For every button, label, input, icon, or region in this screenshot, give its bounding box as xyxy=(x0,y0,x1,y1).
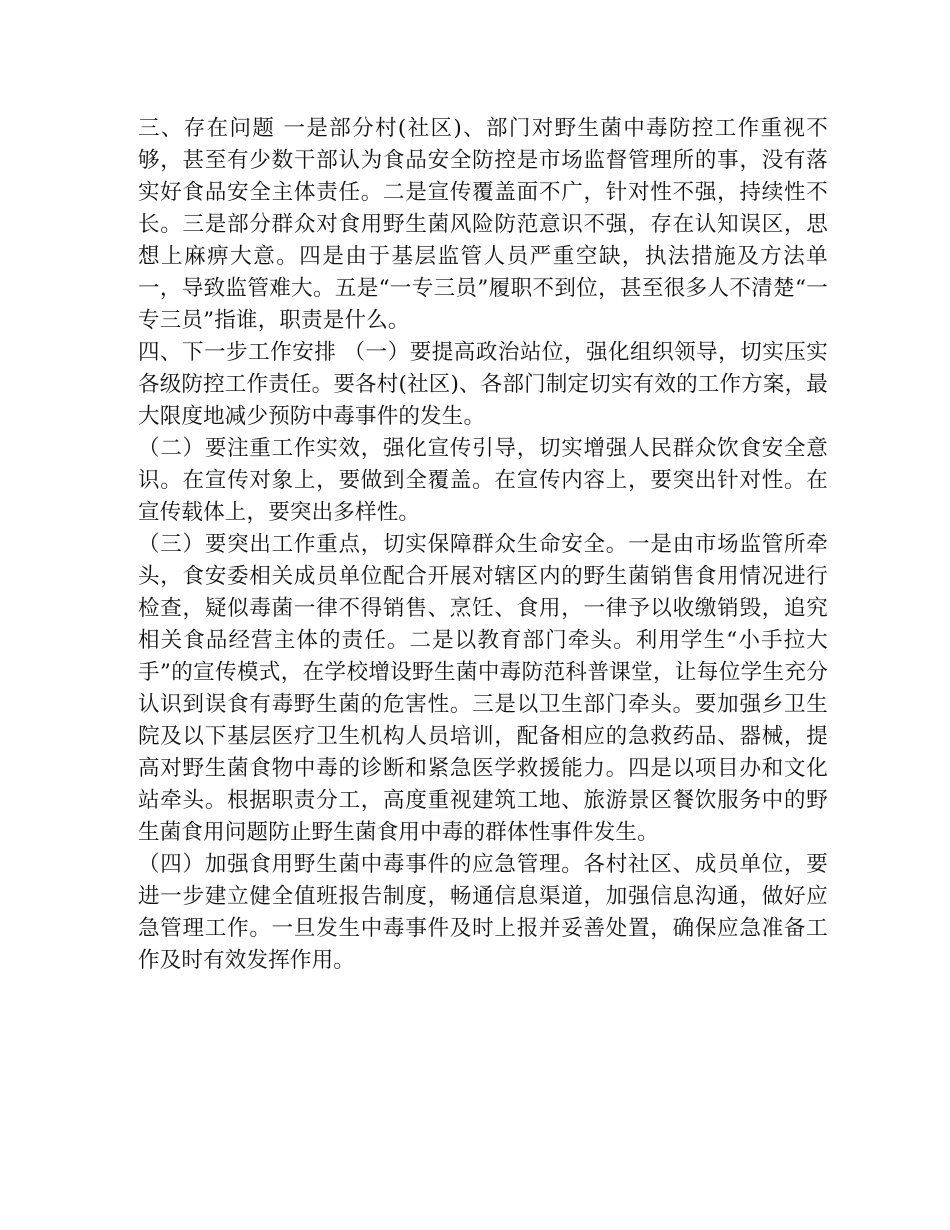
section-four-next-steps: 四、下一步工作安排 （一）要提高政治站位，强化组织领导，切实压实各级防控工作责任。要各村(社区)、各部门制定切实有效的工作方案，最大限度地减少预防中毒事件的发生。 xyxy=(138,340,828,429)
section-three-problems: 三、存在问题 一是部分村(社区)、部门对野生菌中毒防控工作重视不够，甚至有少数干部认为食品安全防控是市场监督管理所的事，没有落实好食品安全主体责任。二是宣传覆盖面不广，针对性不强，持续性不长。三是部分群众对食用野生菌风险防范意识不强，存在认知误区，思想上麻痹大意。四是由于基层监管人员严重空缺，执法措施及方法单一，导致监管难大。五是“一专三员”履职不到位，甚至很多人不清楚“一专三员”指谁，职责是什么。 xyxy=(138,116,828,333)
item-four-emergency-management: （四）加强食用野生菌中毒事件的应急管理。各村社区、成员单位，要进一步建立健全值班报告制度，畅通信息渠道，加强信息沟通，做好应急管理工作。一旦发生中毒事件及时上报并妥善处置，确保应急准备工作及时有效发挥作用。 xyxy=(138,852,828,973)
document-page xyxy=(138,113,828,977)
item-three-key-work: （三）要突出工作重点，切实保障群众生命安全。一是由市场监管所牵头，食安委相关成员单位配合开展对辖区内的野生菌销售食用情况进行检查，疑似毒菌一律不得销售、烹饪、食用，一律予以收缴销毁，追究相关食品经营主体的责任。二是以教育部门牵头。利用学生“小手拉大手”的宣传模式，在学校增设野生菌中毒防范科普课堂，让每位学生充分认识到误食有毒野生菌的危害性。三是以卫生部门牵头。要加强乡卫生院及以下基层医疗卫生机构人员培训，配备相应的急救药品、器械，提高对野生菌食物中毒的诊断和紧急医学救援能力。四是以项目办和文化站牵头。根据职责分工，高度重视建筑工地、旅游景区餐饮服务中的野生菌食用问题防止野生菌食用中毒的群体性事件发生。 xyxy=(138,532,828,845)
item-two-publicity: （二）要注重工作实效，强化宣传引导，切实增强人民群众饮食安全意识。在宣传对象上，要做到全覆盖。在宣传内容上，要突出针对性。在宣传载体上，要突出多样性。 xyxy=(138,436,828,525)
